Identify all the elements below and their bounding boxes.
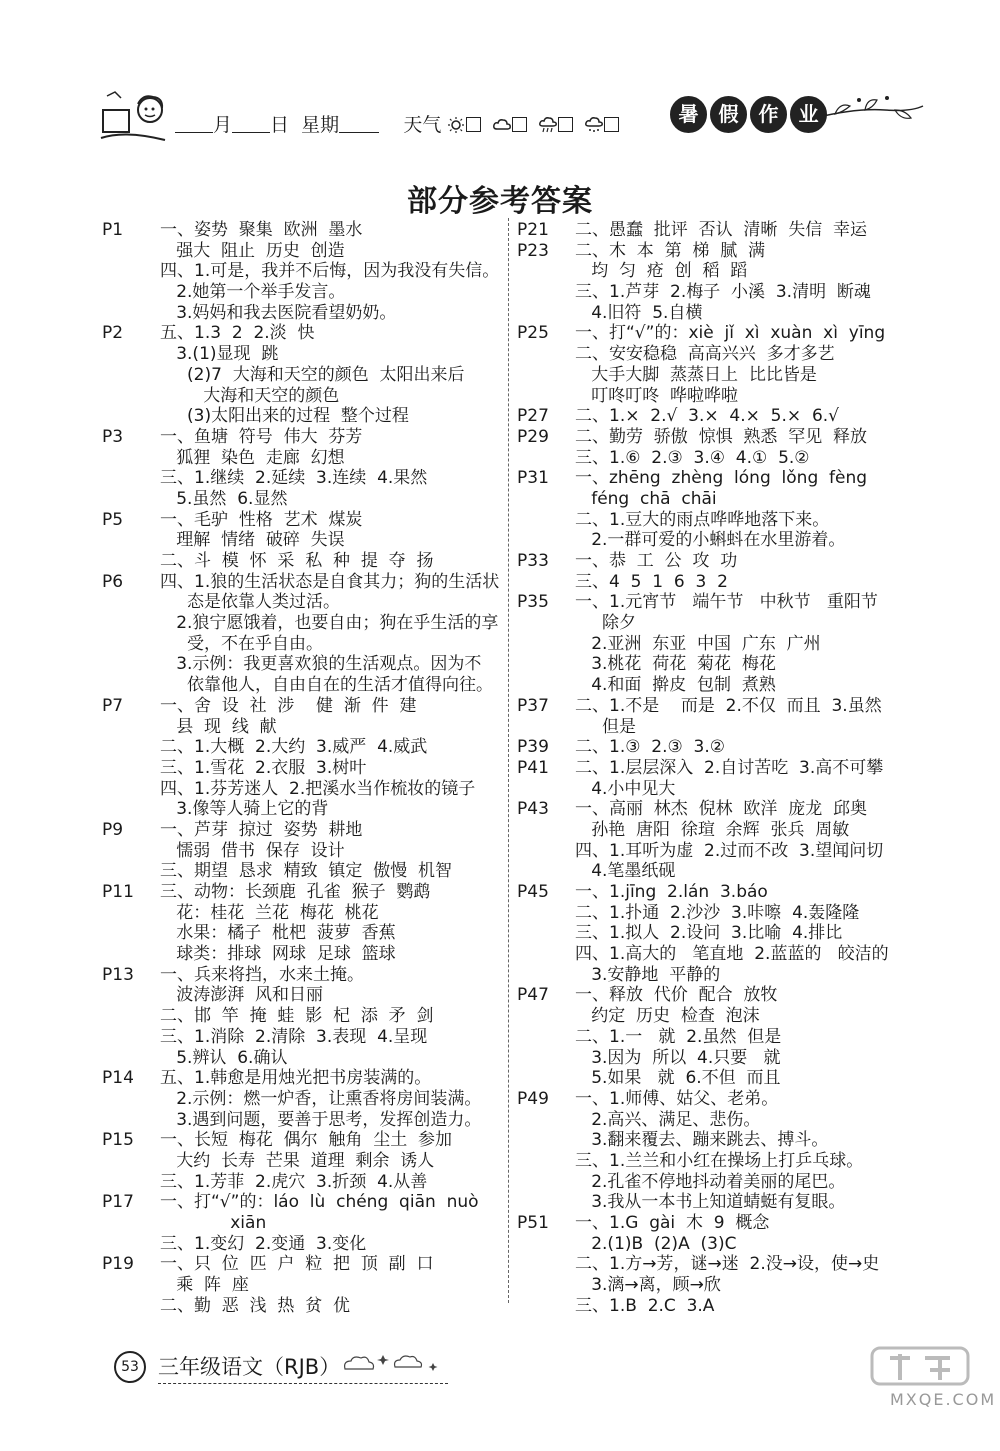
column-divider	[508, 218, 509, 1303]
page-ref: P21	[517, 220, 549, 240]
answer-line: 态是依靠人类过活。	[160, 592, 341, 613]
rain-icon	[539, 117, 557, 133]
answer-line: 四、1.芬芳迷人 2.把溪水当作梳妆的镜子	[160, 778, 476, 799]
footer-dashed-line	[158, 1383, 448, 1384]
subject-label: 三年级语文（RJB）	[158, 1355, 341, 1379]
date-weather-line	[175, 110, 631, 137]
rain-checkbox	[558, 117, 573, 132]
page-ref: P13	[102, 964, 134, 985]
answer-line: 4.和面 擀皮 包制 煮熟	[575, 675, 776, 696]
answer-line: 2.示例：燃一炉香，让熏香将房间装满。	[160, 1088, 482, 1109]
answer-line: 二、1.层层深入 2.自讨苦吃 3.高不可攀	[575, 757, 884, 778]
page-ref: P47	[517, 985, 549, 1006]
answer-line: 二、勤 恶 浅 热 贫 优	[160, 1295, 351, 1316]
answer-entry	[102, 572, 502, 696]
answer-entry	[517, 799, 937, 882]
answer-line: 3.安静地 平静的	[575, 964, 721, 985]
answer-line: 2.狼宁愿饿着，也要自由；狗在乎生活的享	[160, 613, 499, 634]
answer-line: 大手大脚 蒸蒸日上 比比皆是	[575, 364, 817, 385]
answer-entry	[102, 1130, 502, 1192]
answer-line: 2.一群可爱的小蝌蚪在水里游着。	[575, 530, 846, 551]
answer-entry	[517, 427, 937, 468]
answer-line: 2.她第一个举手发言。	[160, 282, 346, 303]
page-ref: P25	[517, 323, 549, 344]
answer-line: 一、释放 代价 配合 放牧	[575, 985, 778, 1006]
answer-line: 三、1.雪花 2.衣服 3.树叶	[160, 757, 367, 778]
answer-entry	[517, 406, 937, 427]
page-ref: P35	[517, 592, 549, 613]
day-blank	[232, 114, 270, 133]
answer-line: 一、长短 梅花 偶尔 触角 尘土 参加	[160, 1130, 453, 1151]
answer-line: 3.因为 所以 4.只要 就	[575, 1047, 781, 1068]
answer-entry	[102, 1192, 502, 1254]
answer-line: xiān	[160, 1213, 267, 1233]
badge-char: 假	[710, 96, 747, 133]
weather-label: 天气	[403, 114, 442, 136]
answer-line: 三、1.消除 2.清除 3.表现 4.呈现	[160, 1026, 428, 1047]
month-label: 月	[213, 114, 233, 136]
answer-line: 二、1.一 就 2.虽然 但是	[575, 1026, 782, 1047]
answer-line: 二、斗 模 怀 采 私 种 提 夺 扬	[160, 551, 434, 571]
answer-entry	[102, 965, 502, 1068]
page-ref: P6	[102, 571, 124, 592]
answer-line: 水果：橘子 枇杷 菠萝 香蕉	[160, 923, 396, 944]
sun-checkbox	[466, 117, 481, 132]
page-ref: P37	[517, 695, 549, 716]
answer-line: 二、1.方→芳，谜→迷 2.没→设，使→史	[575, 1254, 880, 1275]
answer-line: 叮咚叮咚 哗啦哗啦	[575, 385, 739, 406]
answer-line: 但是	[575, 716, 637, 737]
answer-line: 一、姿势 聚集 欧洲 墨水	[160, 220, 363, 240]
answer-line: 受，不在乎自由。	[160, 633, 324, 654]
answer-entry	[517, 323, 937, 406]
answer-line: 3.我从一本书上知道蜻蜓有复眼。	[575, 1192, 846, 1213]
answer-entry	[102, 323, 502, 426]
answer-line: 一、打“√”的：xiè jǐ xì xuàn xì yīng	[575, 323, 886, 344]
page-footer	[100, 1345, 500, 1395]
answer-entry	[517, 1213, 937, 1316]
answer-entry	[517, 551, 937, 592]
page-ref: P19	[102, 1254, 134, 1275]
answer-entry	[102, 427, 502, 510]
flower-branch-icon	[815, 88, 925, 128]
page-ref: P41	[517, 757, 549, 778]
answer-line: 一、1.jīng 2.lán 3.báo	[575, 882, 768, 902]
answer-line: 一、zhēng zhèng lóng lǒng fèng	[575, 468, 868, 489]
page-ref: P29	[517, 426, 549, 447]
answer-line: 一、1.G gài 木 9 概念	[575, 1213, 770, 1233]
summer-homework-badge	[670, 96, 827, 133]
answer-line: 理解 情绪 破碎 失误	[160, 530, 345, 551]
answer-line: 强大 阻止 历史 创造	[160, 240, 345, 261]
page-ref: P39	[517, 737, 549, 758]
answer-line: 3.(1)显现 跳	[160, 344, 279, 365]
answer-line: 四、1.高大的 笔直地 2.蓝蓝的 皎洁的	[575, 944, 889, 965]
answer-line: 二、1.× 2.√ 3.× 4.× 5.× 6.√	[575, 406, 839, 427]
answer-entry	[517, 985, 937, 1088]
answer-entry	[102, 696, 502, 820]
girl-with-book-icon	[95, 88, 170, 148]
answer-line: 四、1.可是，我并不后悔，因为我没有失信。	[160, 261, 500, 282]
cloud-icon	[493, 117, 511, 133]
answer-line: 均 匀 疮 创 稻 蹈	[575, 261, 748, 282]
answer-line: 三、1.⑥ 2.③ 3.④ 4.① 5.②	[575, 447, 810, 468]
page-ref: P51	[517, 1213, 549, 1233]
answers-right-column	[517, 220, 937, 1316]
answer-watermark-logo	[870, 1340, 970, 1390]
answer-line: 三、1.拟人 2.设问 3.比喻 4.排比	[575, 923, 843, 944]
page-ref: P31	[517, 468, 549, 489]
page-ref: P33	[517, 551, 549, 571]
answer-line: 一、毛驴 性格 艺术 煤炭	[160, 509, 363, 530]
answer-line: 二、安安稳稳 高高兴兴 多才多艺	[575, 344, 835, 365]
answer-line: 一、1.元宵节 端午节 中秋节 重阳节	[575, 592, 878, 613]
answer-line: 狐狸 染色 走廊 幻想	[160, 447, 345, 468]
answer-line: 大海和天空的颜色	[160, 385, 340, 406]
answer-line: 三、1.继续 2.延续 3.连续 4.果然	[160, 468, 428, 489]
answer-line: 三、1.变幻 2.变通 3.变化	[160, 1233, 367, 1254]
answer-line: 2.(1)B (2)A (3)C	[575, 1233, 737, 1254]
watermark-text: MXQE.COM	[890, 1390, 997, 1409]
page-ref: P9	[102, 819, 124, 840]
answer-line: 三、1.兰兰和小红在操场上打乒乓球。	[575, 1150, 864, 1171]
cloud-checkbox	[512, 117, 527, 132]
answer-line: 二、木 本 第 梯 腻 满	[575, 240, 766, 261]
answer-line: 花：桂花 兰花 梅花 桃花	[160, 902, 379, 923]
answer-entry	[517, 758, 937, 799]
page-title: 部分参考答案	[407, 184, 593, 219]
page-ref: P7	[102, 695, 124, 716]
answer-line: 乘 阵 座	[160, 1275, 249, 1296]
answer-entry	[517, 1089, 937, 1213]
answer-entry	[517, 220, 937, 241]
answer-line: 依靠他人，自由自在的生活才值得向往。	[160, 675, 494, 696]
sun-icon	[447, 117, 465, 133]
answer-line: 2.孔雀不停地抖动着美丽的尾巴。	[575, 1171, 846, 1192]
answer-line: 一、兵来将挡，水来土掩。	[160, 964, 364, 985]
answer-line: 孙艳 唐阳 徐瑄 余辉 张兵 周敏	[575, 819, 850, 840]
badge-char: 暑	[670, 96, 707, 133]
page-number: 53	[114, 1351, 146, 1383]
day-label: 日	[270, 114, 290, 136]
answer-line: 一、只 位 匹 户 粒 把 顶 副 口	[160, 1254, 434, 1275]
answer-line: 除夕	[575, 613, 637, 634]
weekday-blank	[339, 114, 379, 133]
answer-line: 二、1.大概 2.大约 3.威严 4.威武	[160, 737, 428, 758]
answers-left-column	[102, 220, 502, 1316]
answer-line: 五、1.韩愈是用烛光把书房装满的。	[160, 1068, 432, 1089]
answer-line: 二、1.不是 而是 2.不仅 而且 3.虽然	[575, 695, 882, 716]
answer-entry	[102, 220, 502, 323]
answer-line: 3.翻来覆去、蹦来跳去、搏斗。	[575, 1130, 829, 1151]
answer-line: 一、鱼塘 符号 伟大 芬芳	[160, 426, 363, 447]
answer-line: 一、舍 设 社 涉 健 渐 件 建	[160, 695, 417, 716]
answer-line: 4.小中见大	[575, 778, 676, 799]
page-ref: P45	[517, 882, 549, 902]
answer-line: 4.笔墨纸砚	[575, 861, 676, 882]
answer-entry	[517, 468, 937, 551]
answer-entry	[517, 737, 937, 758]
answer-line: 二、1.豆大的雨点哗哗地落下来。	[575, 509, 830, 530]
answer-line: 五、1.3 2 2.淡 快	[160, 323, 315, 344]
answer-entry	[102, 882, 502, 965]
answer-line: 5.虽然 6.显然	[160, 488, 288, 509]
answer-line: 四、1.狼的生活状态是自食其力；狗的生活状	[160, 571, 500, 592]
answer-line: 3.妈妈和我去医院看望奶奶。	[160, 302, 397, 323]
page-ref: P3	[102, 426, 124, 447]
badge-char: 业	[790, 96, 827, 133]
clouds-stars-icon	[335, 1349, 455, 1379]
answer-line: féng chā chāi	[575, 488, 717, 509]
answer-line: 2.高兴、满足、悲伤。	[575, 1109, 761, 1130]
answer-line: 一、打“√”的：láo lù chéng qiān nuò	[160, 1192, 479, 1213]
page-ref: P43	[517, 799, 549, 820]
answer-entry	[517, 592, 937, 695]
answer-line: 大约 长寿 芒果 道理 剩余 诱人	[160, 1150, 435, 1171]
answer-line: 二、愚蠢 批评 否认 清晰 失信 幸运	[575, 220, 868, 240]
answer-line: 3.桃花 荷花 菊花 梅花	[575, 654, 776, 675]
page-ref: P14	[102, 1068, 134, 1089]
answer-line: 二、1.扑通 2.沙沙 3.咔嚓 4.轰隆隆	[575, 902, 860, 923]
answer-line: 5.辨认 6.确认	[160, 1047, 288, 1068]
weekday-label: 星期	[301, 114, 340, 136]
answer-line: 三、1.芦芽 2.梅子 小溪 3.清明 断魂	[575, 282, 871, 303]
answer-line: 懦弱 借书 保存 设计	[160, 840, 345, 861]
snow-icon	[585, 117, 603, 133]
answer-line: 5.如果 就 6.不但 而且	[575, 1068, 781, 1089]
page-ref: P2	[102, 323, 124, 344]
answer-line: 一、芦芽 掠过 姿势 耕地	[160, 819, 363, 840]
page-ref: P15	[102, 1130, 134, 1151]
answer-entry	[102, 1254, 502, 1316]
page-ref: P11	[102, 882, 134, 902]
answer-entry	[102, 510, 502, 572]
month-blank	[175, 114, 213, 133]
answer-line: 三、动物：长颈鹿 孔雀 猴子 鹦鹉	[160, 882, 431, 902]
answer-line: 县 现 线 献	[160, 716, 277, 737]
answer-line: 3.遇到问题，要善于思考，发挥创造力。	[160, 1109, 482, 1130]
answer-line: 三、4 5 1 6 3 2	[575, 571, 728, 592]
answer-line: 四、1.耳听为虚 2.过而不改 3.望闻问切	[575, 840, 884, 861]
answer-line: 4.旧符 5.自横	[575, 302, 703, 323]
page-ref: P23	[517, 240, 549, 261]
answer-line: 二、1.③ 2.③ 3.②	[575, 737, 725, 758]
answer-line: 三、1.B 2.C 3.A	[575, 1295, 715, 1316]
page-ref: P17	[102, 1192, 134, 1213]
answer-line: (3)太阳出来的过程 整个过程	[160, 406, 409, 427]
answer-line: 三、期望 恳求 精致 镇定 傲慢 机智	[160, 861, 453, 882]
badge-char: 作	[750, 96, 787, 133]
answer-line: 三、1.芳菲 2.虎穴 3.折颈 4.从善	[160, 1171, 428, 1192]
page-ref: P1	[102, 220, 124, 240]
answer-entry	[102, 820, 502, 882]
answer-line: 2.亚洲 东亚 中国 广东 广州	[575, 633, 821, 654]
answer-line: 一、高丽 林杰 倪林 欧洋 庞龙 邱奥	[575, 799, 868, 820]
page-ref: P27	[517, 406, 549, 427]
page-header	[95, 88, 925, 158]
answer-line: 3.示例：我更喜欢狼的生活观点。因为不	[160, 654, 482, 675]
answer-line: 二、邯 竿 掩 蛙 影 杞 添 矛 剑	[160, 1006, 434, 1027]
answer-entry	[517, 882, 937, 985]
snow-checkbox	[604, 117, 619, 132]
answer-entry	[102, 1068, 502, 1130]
answer-line: 一、恭 工 公 攻 功	[575, 551, 738, 571]
answer-entry	[517, 241, 937, 324]
page-ref: P5	[102, 509, 124, 530]
answer-line: 球类：排球 网球 足球 篮球	[160, 944, 396, 965]
answer-line: 二、勤劳 骄傲 惊惧 熟悉 罕见 释放	[575, 426, 868, 447]
answer-line: 约定 历史 检查 泡沫	[575, 1006, 760, 1027]
answer-line: 3.漓→离，顾→欣	[575, 1275, 721, 1296]
page-ref: P49	[517, 1088, 549, 1109]
answer-line: 3.像等人骑上它的背	[160, 799, 329, 820]
answer-line: (2)7 大海和天空的颜色 太阳出来后	[160, 364, 465, 385]
answer-line: 一、1.师傅、姑父、老弟。	[575, 1088, 779, 1109]
answer-entry	[517, 696, 937, 737]
answer-line: 波涛澎湃 风和日丽	[160, 985, 324, 1006]
